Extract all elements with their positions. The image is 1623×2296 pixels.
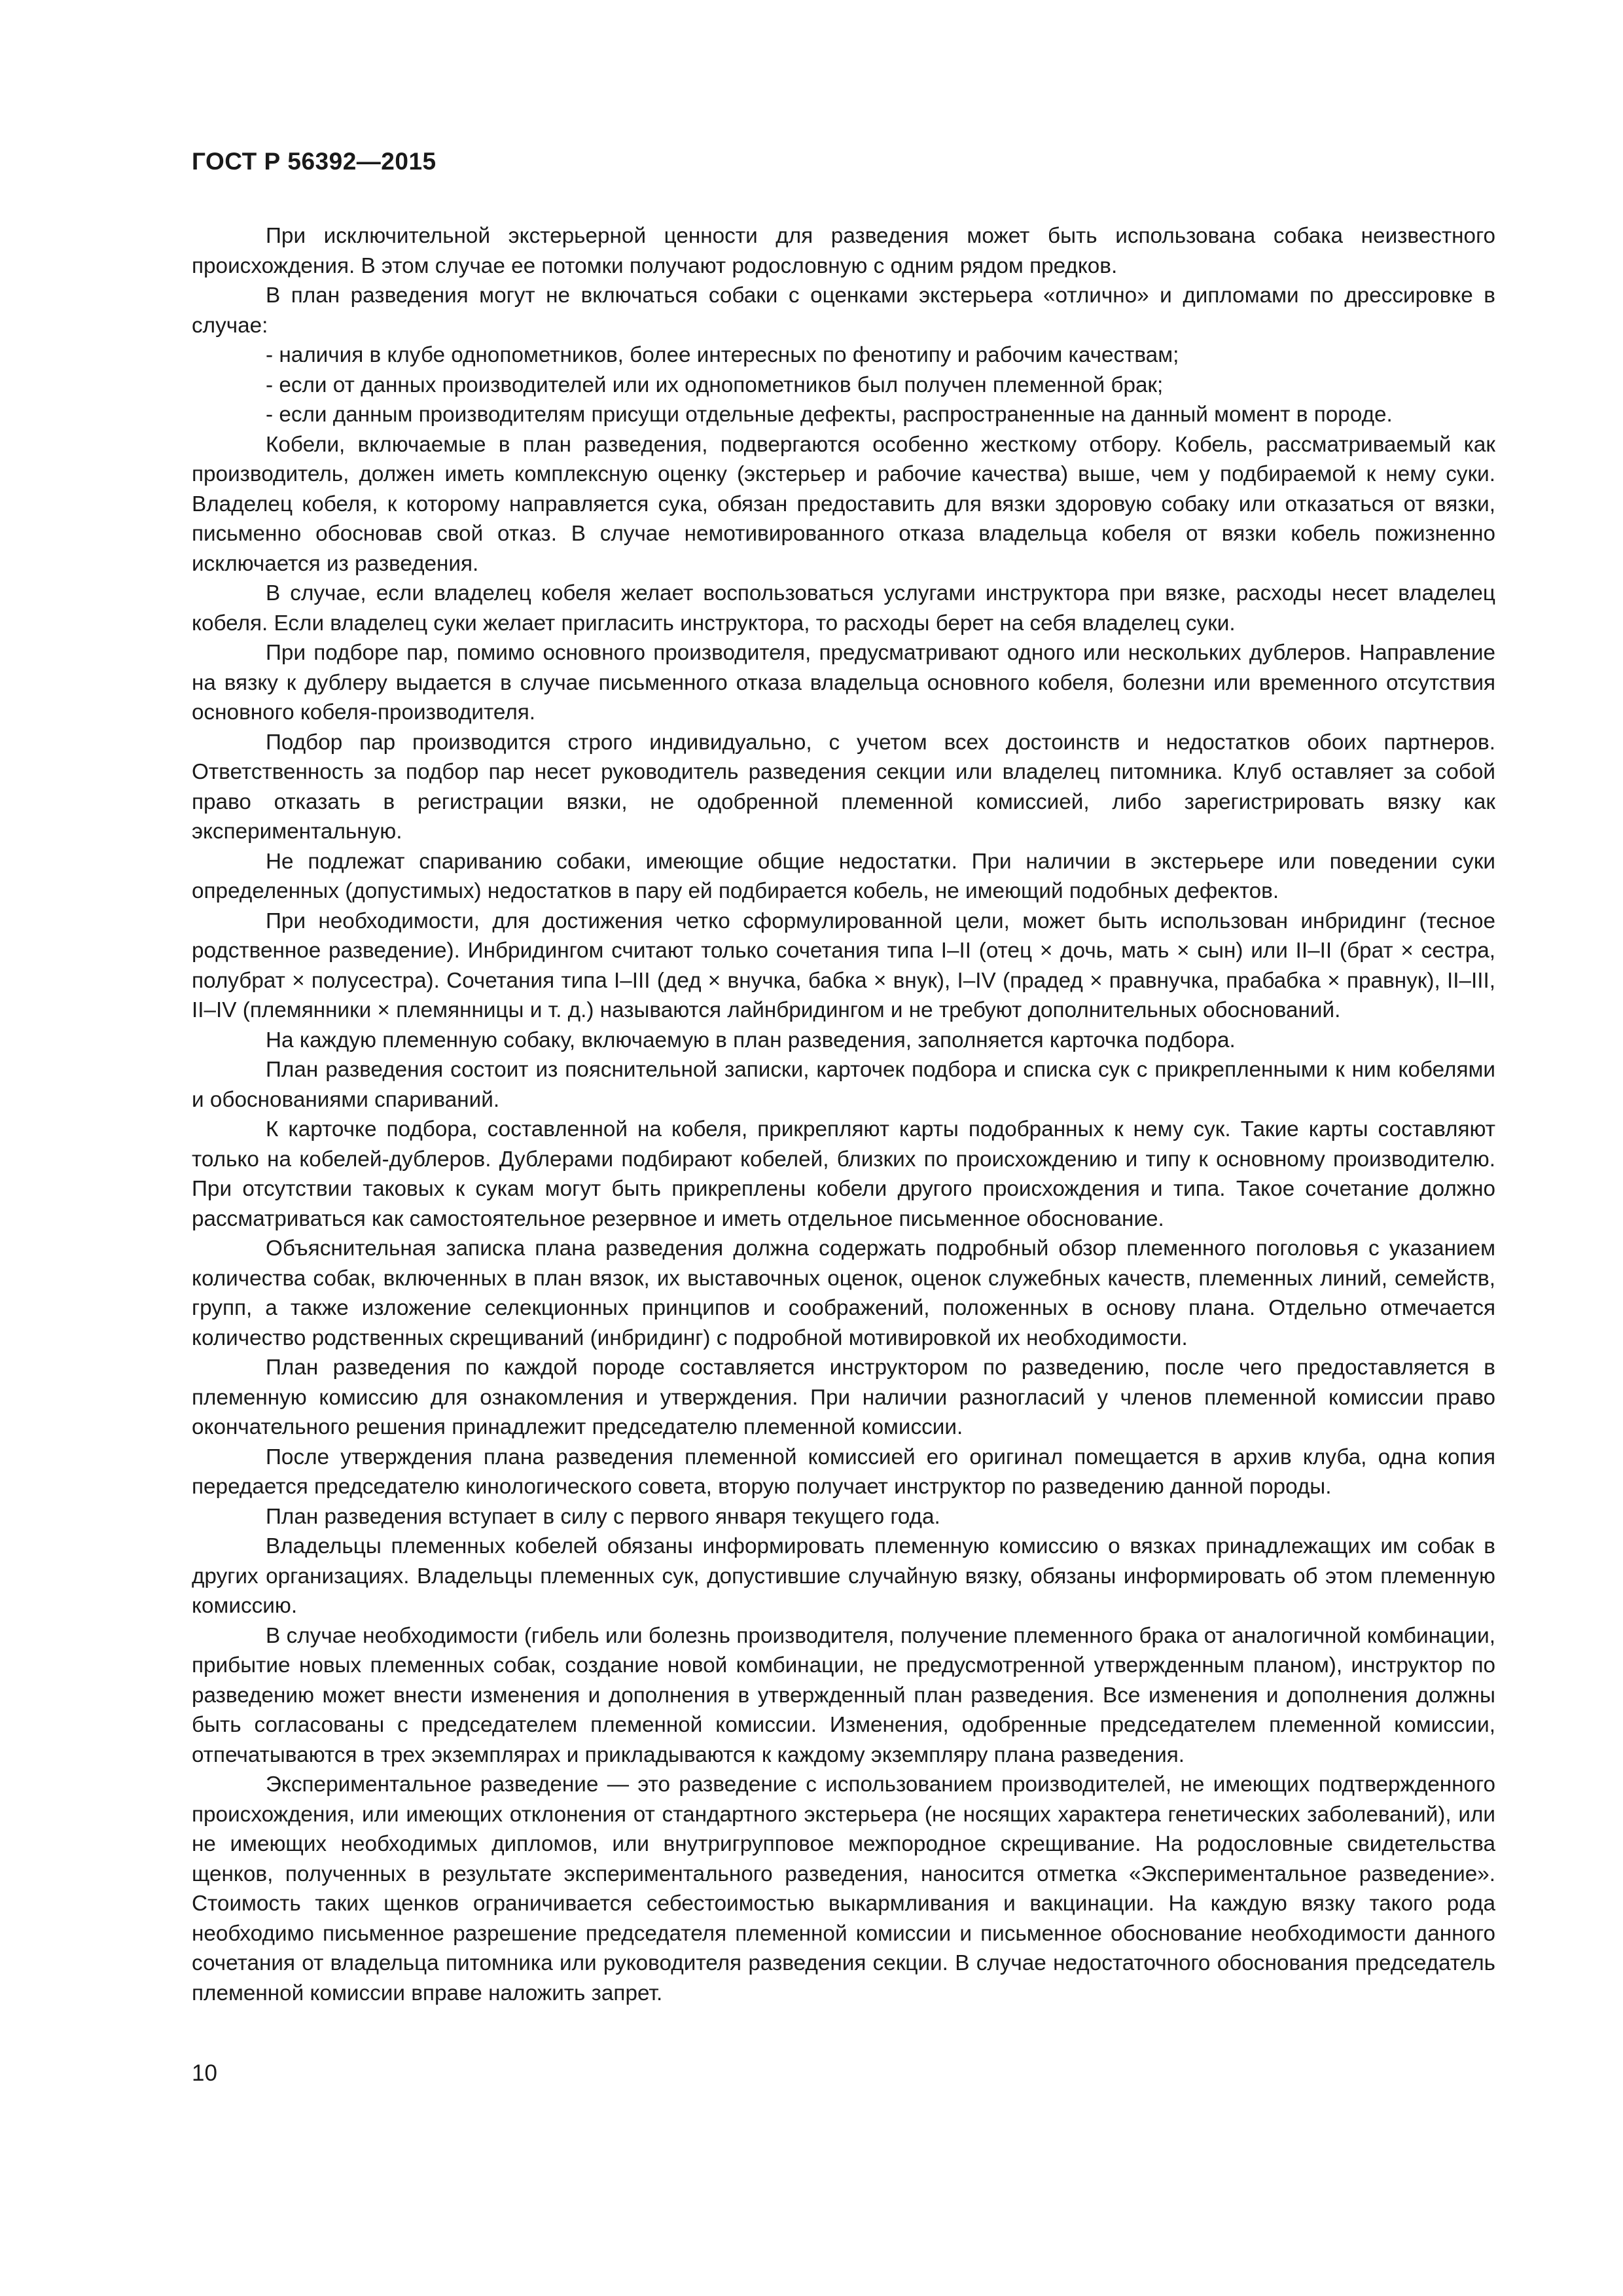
paragraph-plan-archive: После утверждения плана разведения племенной комиссией его оригинал помещается в архив клуба, одна копия передается председателю кинологического совета, вторую получает инструктор по разведению данной породы.: [192, 1444, 1495, 1499]
paragraph-explanatory-note: Объяснительная записка плана разведения должна содержать подробный обзор племенного поголовья с указанием количества собак, включенных в план вязок, их выставочных оценок, оценок служебных качеств, племенных линий, семейств, групп, а также изложение селекционных принципов и соображений, положенных в основу плана. Отдельно отмечается количество родственных скрещиваний (инбридинг) с подробной мотивировкой их необходимости.: [192, 1236, 1495, 1350]
paragraph-backup-sires: При подборе пар, помимо основного производителя, предусматривают одного или нескольких дублеров. Направление на вязку к дублеру выдается в случае письменного отказа владельца основного кобеля, болезни или временного отсутствия основного кобеля-производителя.: [192, 641, 1495, 725]
paragraph-inbreeding: При необходимости, для достижения четко сформулированной цели, может быть использован инбридинг (тесное родственное разведение). Инбридингом считают только сочетания типа I–II (отец × дочь, мать × сын) или II–II (брат × сестра, полубрат × полусестра). Сочетания типа I–III (дед × внучка, бабка × внук), I–IV (прадед × правнучка, прабабка × правнук), II–III, II–IV (племянники × племянницы и т. д.) называются лайнбридингом и не требуют дополнительных обоснований.: [192, 908, 1495, 1022]
document-header-standard-id: ГОСТ Р 56392—2015: [192, 148, 437, 175]
document-body: [192, 221, 1495, 2008]
paragraph-plan-effective-date: План разведения вступает в силу с первого января текущего года.: [266, 1504, 940, 1529]
paragraph-pair-selection: Подбор пар производится строго индивидуально, с учетом всех достоинств и недостатков обоих партнеров. Ответственность за подбор пар несет руководитель разведения секции или владелец питомника. Клуб оставляет за собой право отказать в регистрации вязки, не одобренной племенной комиссией, либо зарегистрировать вязку как экспериментальную.: [192, 730, 1495, 844]
list-item-breed-defects: - если данным производителям присущи отдельные дефекты, распространенные на данный момент в породе.: [266, 403, 1393, 427]
paragraph-plan-approval: План разведения по каждой породе составляется инструктором по разведению, после чего предоставляется в племенную комиссию для ознакомления и утверждения. При наличии разногласий у членов племенной комиссии право окончательного решения принадлежит председателю племенной комиссии.: [192, 1355, 1495, 1439]
page-number: 10: [192, 2060, 217, 2086]
paragraph-experimental-breeding: Экспериментальное разведение — это разведение с использованием производителей, не имеющих подтвержденного происхождения, или имеющих отклонения от стандартного экстерьера (не носящих характера генетических заболеваний), или не имеющих необходимых дипломов, или внутригрупповое межпородное скрещивание. На родословные свидетельства щенков, полученных в результате экспериментального разведения, наносится отметка «Экспериментальное разведение». Стоимость таких щенков ограничивается себестоимостью выкармливания и вакцинации. На каждую вязку такого рода необходимо письменное разрешение председателя племенной комиссии и письменное обоснование необходимости данного сочетания от владельца питомника или руководителя разведения секции. В случае недостаточного обоснования председатель племенной комиссии вправе наложить запрет.: [192, 1772, 1495, 2005]
paragraph-male-selection: Кобели, включаемые в план разведения, подвергаются особенно жесткому отбору. Кобель, рассматриваемый как производитель, должен иметь комплексную оценку (экстерьер и рабочие качества) выше, чем у подбираемой к нему суки. Владелец кобеля, к которому направляется сука, обязан предоставить для вязки здоровую собаку или отказаться от вязки, письменно обосновав свой отказ. В случае немотивированного отказа владельца кобеля от вязки кобель пожизненно исключается из разведения.: [192, 432, 1495, 576]
paragraph-selection-card-attachments: К карточке подбора, составленной на кобеля, прикрепляют карты подобранных к нему сук. Такие карты составляют только на кобелей-дублеров. Дублерами подбирают кобелей, близких по происхождению и типу к основному производителю. При отсутствии таковых к сукам могут быть прикреплены кобели другого происхождения и типа. Такое сочетание должно рассматриваться как самостоятельное резервное и иметь отдельное письменное обоснование.: [192, 1117, 1495, 1231]
paragraph-owner-notification: Владельцы племенных кобелей обязаны информировать племенную комиссию о вязках принадлежащих им собак в других организациях. Владельцы племенных сук, допустившие случайную вязку, обязаны информировать об этом племенную комиссию.: [192, 1534, 1495, 1618]
list-item-littermates: - наличия в клубе однопометников, более интересных по фенотипу и рабочим качествам;: [266, 343, 1179, 367]
paragraph-plan-changes: В случае необходимости (гибель или болезнь производителя, получение племенного брака от аналогичной комбинации, прибытие новых племенных собак, создание новой комбинации, не предусмотренной утвержденным планом), инструктор по разведению может внести изменения и дополнения в утвержденный план разведения. Все изменения и дополнения должны быть согласованы с председателем племенной комиссии. Изменения, одобренные председателем племенной комиссии, отпечатываются в трех экземплярах и прикладываются к каждому экземпляру плана разведения.: [192, 1623, 1495, 1767]
paragraph-common-defects: Не подлежат спариванию собаки, имеющие общие недостатки. При наличии в экстерьере или поведении суки определенных (допустимых) недостатков в пару ей подбирается кобель, не имеющий подобных дефектов.: [192, 849, 1495, 903]
paragraph-unknown-origin: При исключительной экстерьерной ценности для разведения может быть использована собака неизвестного происхождения. В этом случае ее потомки получают родословную с одним рядом предков.: [192, 224, 1495, 278]
paragraph-instructor-costs: В случае, если владелец кобеля желает воспользоваться услугами инструктора при вязке, расходы несет владелец кобеля. Если владелец суки желает пригласить инструктора, то расходы берет на себя владелец суки.: [192, 581, 1495, 636]
list-item-breeding-defect: - если от данных производителей или их однопометников был получен племенной брак;: [266, 372, 1164, 397]
paragraph-exclusion-conditions: В план разведения могут не включаться собаки с оценками экстерьера «отлично» и дипломами по дрессировке в случае:: [192, 283, 1495, 338]
paragraph-selection-card: На каждую племенную собаку, включаемую в план разведения, заполняется карточка подбора.: [266, 1028, 1236, 1052]
paragraph-plan-composition: План разведения состоит из пояснительной записки, карточек подбора и списка сук с прикрепленными к ним кобелями и обоснованиями спариваний.: [192, 1058, 1495, 1112]
